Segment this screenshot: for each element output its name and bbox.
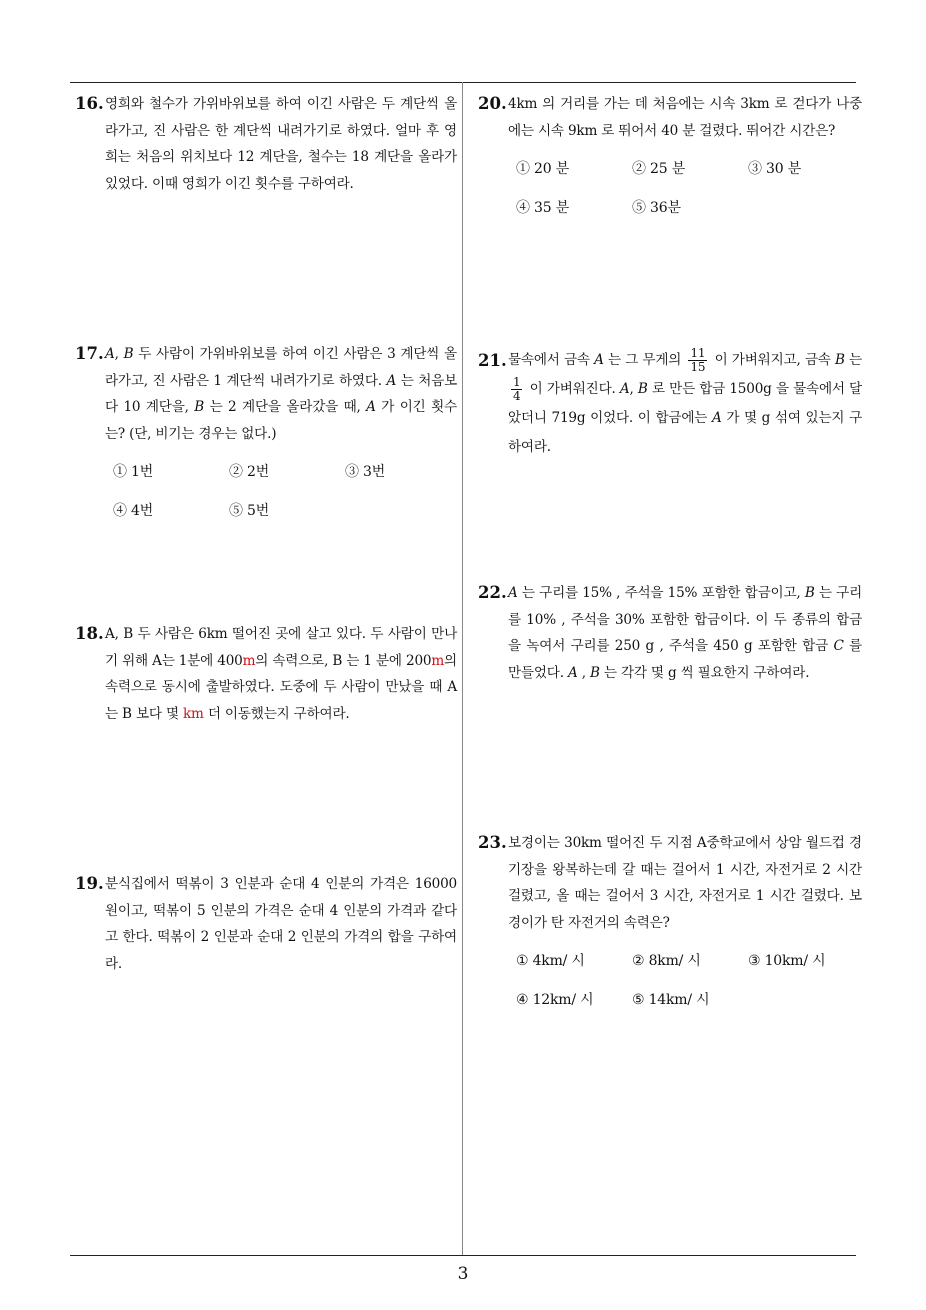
problem-text: 4km 의 거리를 가는 데 처음에는 시속 3km 로 걷다가 나중에는 시속 9km 로 뛰어서 40 분 걸렸다. 뛰어간 시간은?	[508, 96, 862, 139]
choice-4[interactable]: ④ 12km/ 시	[516, 992, 594, 1008]
page-number: 3	[457, 1264, 469, 1284]
choice-3[interactable]: ③ 10km/ 시	[748, 953, 826, 969]
problem-number: 21.	[478, 351, 507, 370]
choice-5[interactable]: ⑤ 14km/ 시	[632, 992, 710, 1008]
problem-22	[478, 580, 862, 686]
problem-18	[75, 621, 457, 727]
problem-21	[478, 346, 862, 462]
column-divider	[462, 82, 463, 1255]
problem-text: A 는 구리를 15% , 주석을 15% 포함한 합금이고, B 는 구리를 10% , 주석을 30% 포함한 합금이다. 이 두 종류의 합금을 녹여서 구리를 250 g , 주석을 450 g 포함한 합금 C 를 만들었다. A , B 는 각각 몇 g 씩 필요한지 구하여라.	[508, 585, 862, 681]
problem-17	[75, 341, 457, 537]
problem-number: 20.	[478, 94, 507, 113]
answer-choices	[508, 156, 862, 234]
choice-3[interactable]: ③ 30 분	[748, 161, 802, 177]
choice-4[interactable]: ④ 4번	[113, 503, 154, 519]
bottom-rule	[70, 1255, 856, 1256]
problem-23	[478, 830, 862, 1026]
choice-1[interactable]: ① 20 분	[516, 161, 570, 177]
problem-text: A, B 두 사람은 6km 떨어진 곳에 살고 있다. 두 사람이 만나기 위해 A는 1분에 400m의 속력으로, B 는 1 분에 200m의 속력으로 동시에 출발하였다. 도중에 두 사람이 만났을 때 A는 B 보다 몇 km 더 이동했는지 구하여라.	[105, 626, 457, 722]
choice-3[interactable]: ③ 3번	[345, 464, 386, 480]
problem-number: 16.	[75, 94, 104, 113]
problem-text: 분식집에서 떡볶이 3 인분과 순대 4 인분의 가격은 16000 원이고, 떡볶이 5 인분의 가격은 순대 4 인분의 가격과 같다고 한다. 떡볶이 2 인분과 순대 2 인분의 가격의 합을 구하여라.	[105, 876, 457, 972]
problem-text: A, B 두 사람이 가위바위보를 하여 이긴 사람은 3 계단씩 올라가고, 진 사람은 1 계단씩 내려가기로 하였다. A 는 처음보다 10 계단을, B 는 2 계단을 올라갔을 때, A 가 이긴 횟수는? (단, 비기는 경우는 없다.)	[105, 346, 458, 442]
problem-number: 19.	[75, 874, 104, 893]
choice-2[interactable]: ② 25 분	[632, 161, 686, 177]
choice-5[interactable]: ⑤ 5번	[229, 503, 270, 519]
fraction-1-4: $\frac{1}{4}$	[513, 375, 521, 403]
choice-2[interactable]: ② 2번	[229, 464, 270, 480]
problem-number: 17.	[75, 344, 104, 363]
problem-number: 22.	[478, 583, 507, 602]
answer-choices	[105, 459, 457, 537]
problem-text: 영희와 철수가 가위바위보를 하여 이긴 사람은 두 계단씩 올라가고, 진 사람은 한 계단씩 내려가기로 하였다. 얼마 후 영희는 처음의 위치보다 12 계단을, 철수는 18 계단을 올라가 있었다. 이때 영희가 이긴 횟수를 구하여라.	[105, 96, 457, 192]
problem-16	[75, 91, 457, 197]
problem-20	[478, 91, 862, 234]
problem-text: 물속에서 금속 A 는 그 무게의 $\frac{11}{15}$ 이 가벼워지고, 금속 B 는 $\frac{1}{4}$ 이 가벼워진다. A, B 로 만든 합금 1500g 을 물속에서 달았더니 719g 이었다. 이 합금에는 A 가 몇 g 섞여 있는지 구하여라.	[508, 346, 862, 455]
choice-2[interactable]: ② 8km/ 시	[632, 953, 701, 969]
choice-4[interactable]: ④ 35 분	[516, 200, 570, 216]
top-rule	[70, 82, 856, 83]
problem-number: 23.	[478, 833, 507, 852]
answer-choices	[508, 948, 862, 1026]
problem-number: 18.	[75, 624, 104, 643]
choice-1[interactable]: ① 1번	[113, 464, 154, 480]
problem-19	[75, 871, 457, 977]
choice-5[interactable]: ⑤ 36분	[632, 200, 681, 216]
choice-1[interactable]: ① 4km/ 시	[516, 953, 585, 969]
fraction-11-15: $\frac{11}{15}$	[690, 346, 706, 374]
problem-text: 보경이는 30km 떨어진 두 지점 A중학교에서 상암 월드컵 경기장을 왕복하는데 갈 때는 걸어서 1 시간, 자전거로 2 시간 걸렸고, 올 때는 걸어서 3 시간, 자전거로 1 시간 걸렸다. 보경이가 탄 자전거의 속력은?	[508, 835, 862, 931]
